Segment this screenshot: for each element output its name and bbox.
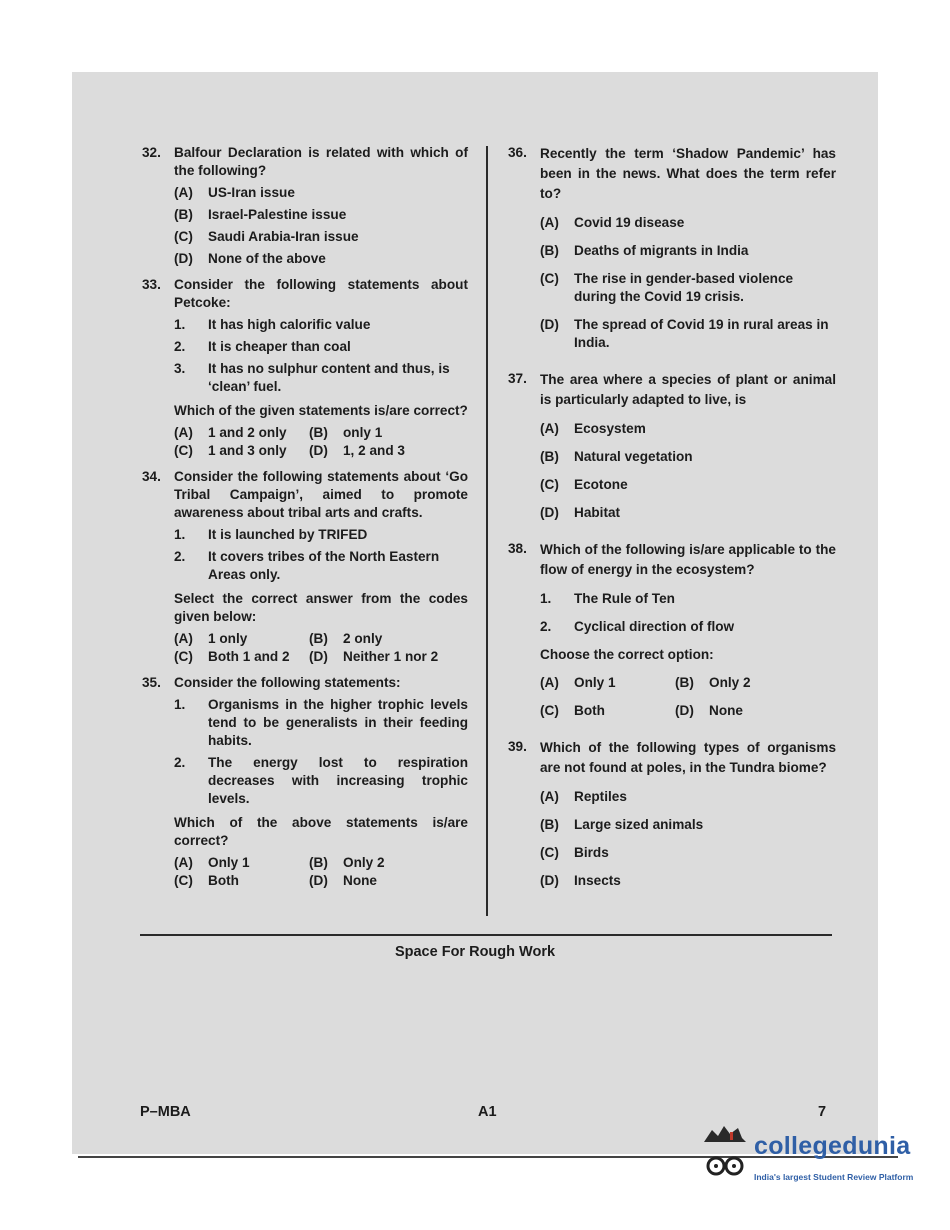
statement-2: 2. Cyclical direction of flow xyxy=(540,619,735,634)
footer-center: A1 xyxy=(478,1104,497,1120)
option-b: (B) Large sized animals xyxy=(540,817,704,832)
question-number: 35. xyxy=(142,675,161,690)
question-39 xyxy=(508,738,836,890)
question-text: Consider the following statements: xyxy=(174,675,401,690)
option-c: (C) The rise in gender-based violence during the Covid 19 crisis. xyxy=(540,271,794,304)
options-grid xyxy=(174,630,468,666)
statement-3: 3. It has no sulphur content and thus, is ‘clean’ fuel. xyxy=(174,361,450,394)
question-text: Recently the term ‘Shadow Pandemic’ has been in the news. What does the term refer to? xyxy=(540,146,836,201)
page-number: 7 xyxy=(818,1104,827,1120)
statement-2: 2. The energy lost to respiration decreases with increasing trophic levels. xyxy=(174,755,468,806)
option-b: (B) 2 only xyxy=(309,631,383,646)
question-text: Consider the following statements about ‘Go Tribal Campaign’, aimed to promote awareness about tribal arts and crafts. xyxy=(174,469,468,520)
question-number: 36. xyxy=(508,145,527,160)
statement-1: 1. It has high calorific value xyxy=(174,317,371,332)
option-d: (D) None xyxy=(675,703,743,718)
option-b: (B) Only 2 xyxy=(675,675,751,690)
left-column xyxy=(142,144,468,898)
option-c: (C) Ecotone xyxy=(540,477,628,492)
option-a: (A) 1 only xyxy=(174,631,248,646)
question-38 xyxy=(508,540,836,720)
option-a: (A) Covid 19 disease xyxy=(540,215,685,230)
question-34 xyxy=(142,468,468,666)
option-d: (D) The spread of Covid 19 in rural areas in India. xyxy=(540,317,829,350)
statement-2: 2. It is cheaper than coal xyxy=(174,339,351,354)
question-number: 34. xyxy=(142,469,161,484)
option-a: (A) 1 and 2 only xyxy=(174,425,287,440)
option-c: (C) Both xyxy=(174,873,239,888)
option-b: (B) Deaths of migrants in India xyxy=(540,243,749,258)
question-prompt: Which of the above statements is/are correct? xyxy=(174,815,468,848)
column-divider xyxy=(486,146,488,916)
question-prompt: Choose the correct option: xyxy=(540,647,714,662)
question-number: 32. xyxy=(142,145,161,160)
option-b: (B) Natural vegetation xyxy=(540,449,693,464)
option-a: (A) Reptiles xyxy=(540,789,627,804)
option-c: (C) Saudi Arabia-Iran issue xyxy=(174,229,359,244)
question-35 xyxy=(142,674,468,890)
option-a: (A) Only 1 xyxy=(540,675,616,690)
statement-1: 1. It is launched by TRIFED xyxy=(174,527,368,542)
question-text: Balfour Declaration is related with which of the following? xyxy=(174,145,468,178)
question-number: 33. xyxy=(142,277,161,292)
option-d: (D) Neither 1 nor 2 xyxy=(309,649,439,664)
option-a: (A) Only 1 xyxy=(174,855,250,870)
question-text: Which of the following types of organisms are not found at poles, in the Tundra biome? xyxy=(540,740,836,775)
option-b: (B) Only 2 xyxy=(309,855,385,870)
question-32 xyxy=(142,144,468,268)
option-c: (C) Birds xyxy=(540,845,609,860)
question-text: The area where a species of plant or animal is particularly adapted to live, is xyxy=(540,372,836,407)
options-grid-row1 xyxy=(540,674,836,692)
question-prompt: Select the correct answer from the codes given below: xyxy=(174,591,468,624)
option-c: (C) Both xyxy=(540,703,605,718)
question-prompt: Which of the given statements is/are correct? xyxy=(174,403,468,418)
options-grid xyxy=(174,854,468,890)
rough-work-label: Space For Rough Work xyxy=(394,944,556,960)
question-37 xyxy=(508,370,836,522)
option-d: (D) Habitat xyxy=(540,505,621,520)
option-a: (A) US-Iran issue xyxy=(174,185,295,200)
option-c: (C) Both 1 and 2 xyxy=(174,649,290,664)
question-number: 37. xyxy=(508,371,527,386)
option-b: (B) Israel-Palestine issue xyxy=(174,207,347,222)
option-d: (D) 1, 2 and 3 xyxy=(309,443,405,458)
question-36 xyxy=(508,144,836,352)
options-grid xyxy=(174,424,468,460)
option-b: (B) only 1 xyxy=(309,425,383,440)
brand-logo xyxy=(698,1124,928,1194)
brand-tagline: India's largest Student Review Platform xyxy=(754,1172,914,1182)
question-number: 38. xyxy=(508,541,527,556)
option-a: (A) Ecosystem xyxy=(540,421,646,436)
option-d: (D) None xyxy=(309,873,377,888)
option-c: (C) 1 and 3 only xyxy=(174,443,287,458)
option-d: (D) None of the above xyxy=(174,251,326,266)
option-d: (D) Insects xyxy=(540,873,621,888)
statement-2: 2. It covers tribes of the North Eastern Areas only. xyxy=(174,549,440,582)
statement-1: 1. Organisms in the higher trophic levels tend to be generalists in their feeding habits. xyxy=(174,697,468,748)
question-33 xyxy=(142,276,468,460)
mascot-icon xyxy=(698,1124,752,1190)
brand-name: collegedunia xyxy=(754,1132,911,1160)
question-text: Which of the following is/are applicable to the flow of energy in the ecosystem? xyxy=(540,542,836,577)
question-text: Consider the following statements about Petcoke: xyxy=(174,277,468,310)
rough-work-divider xyxy=(140,934,832,936)
question-number: 39. xyxy=(508,739,527,754)
statement-1: 1. The Rule of Ten xyxy=(540,591,675,606)
right-column xyxy=(508,144,836,908)
footer-left: P–MBA xyxy=(140,1104,191,1120)
options-grid-row2 xyxy=(540,702,836,720)
